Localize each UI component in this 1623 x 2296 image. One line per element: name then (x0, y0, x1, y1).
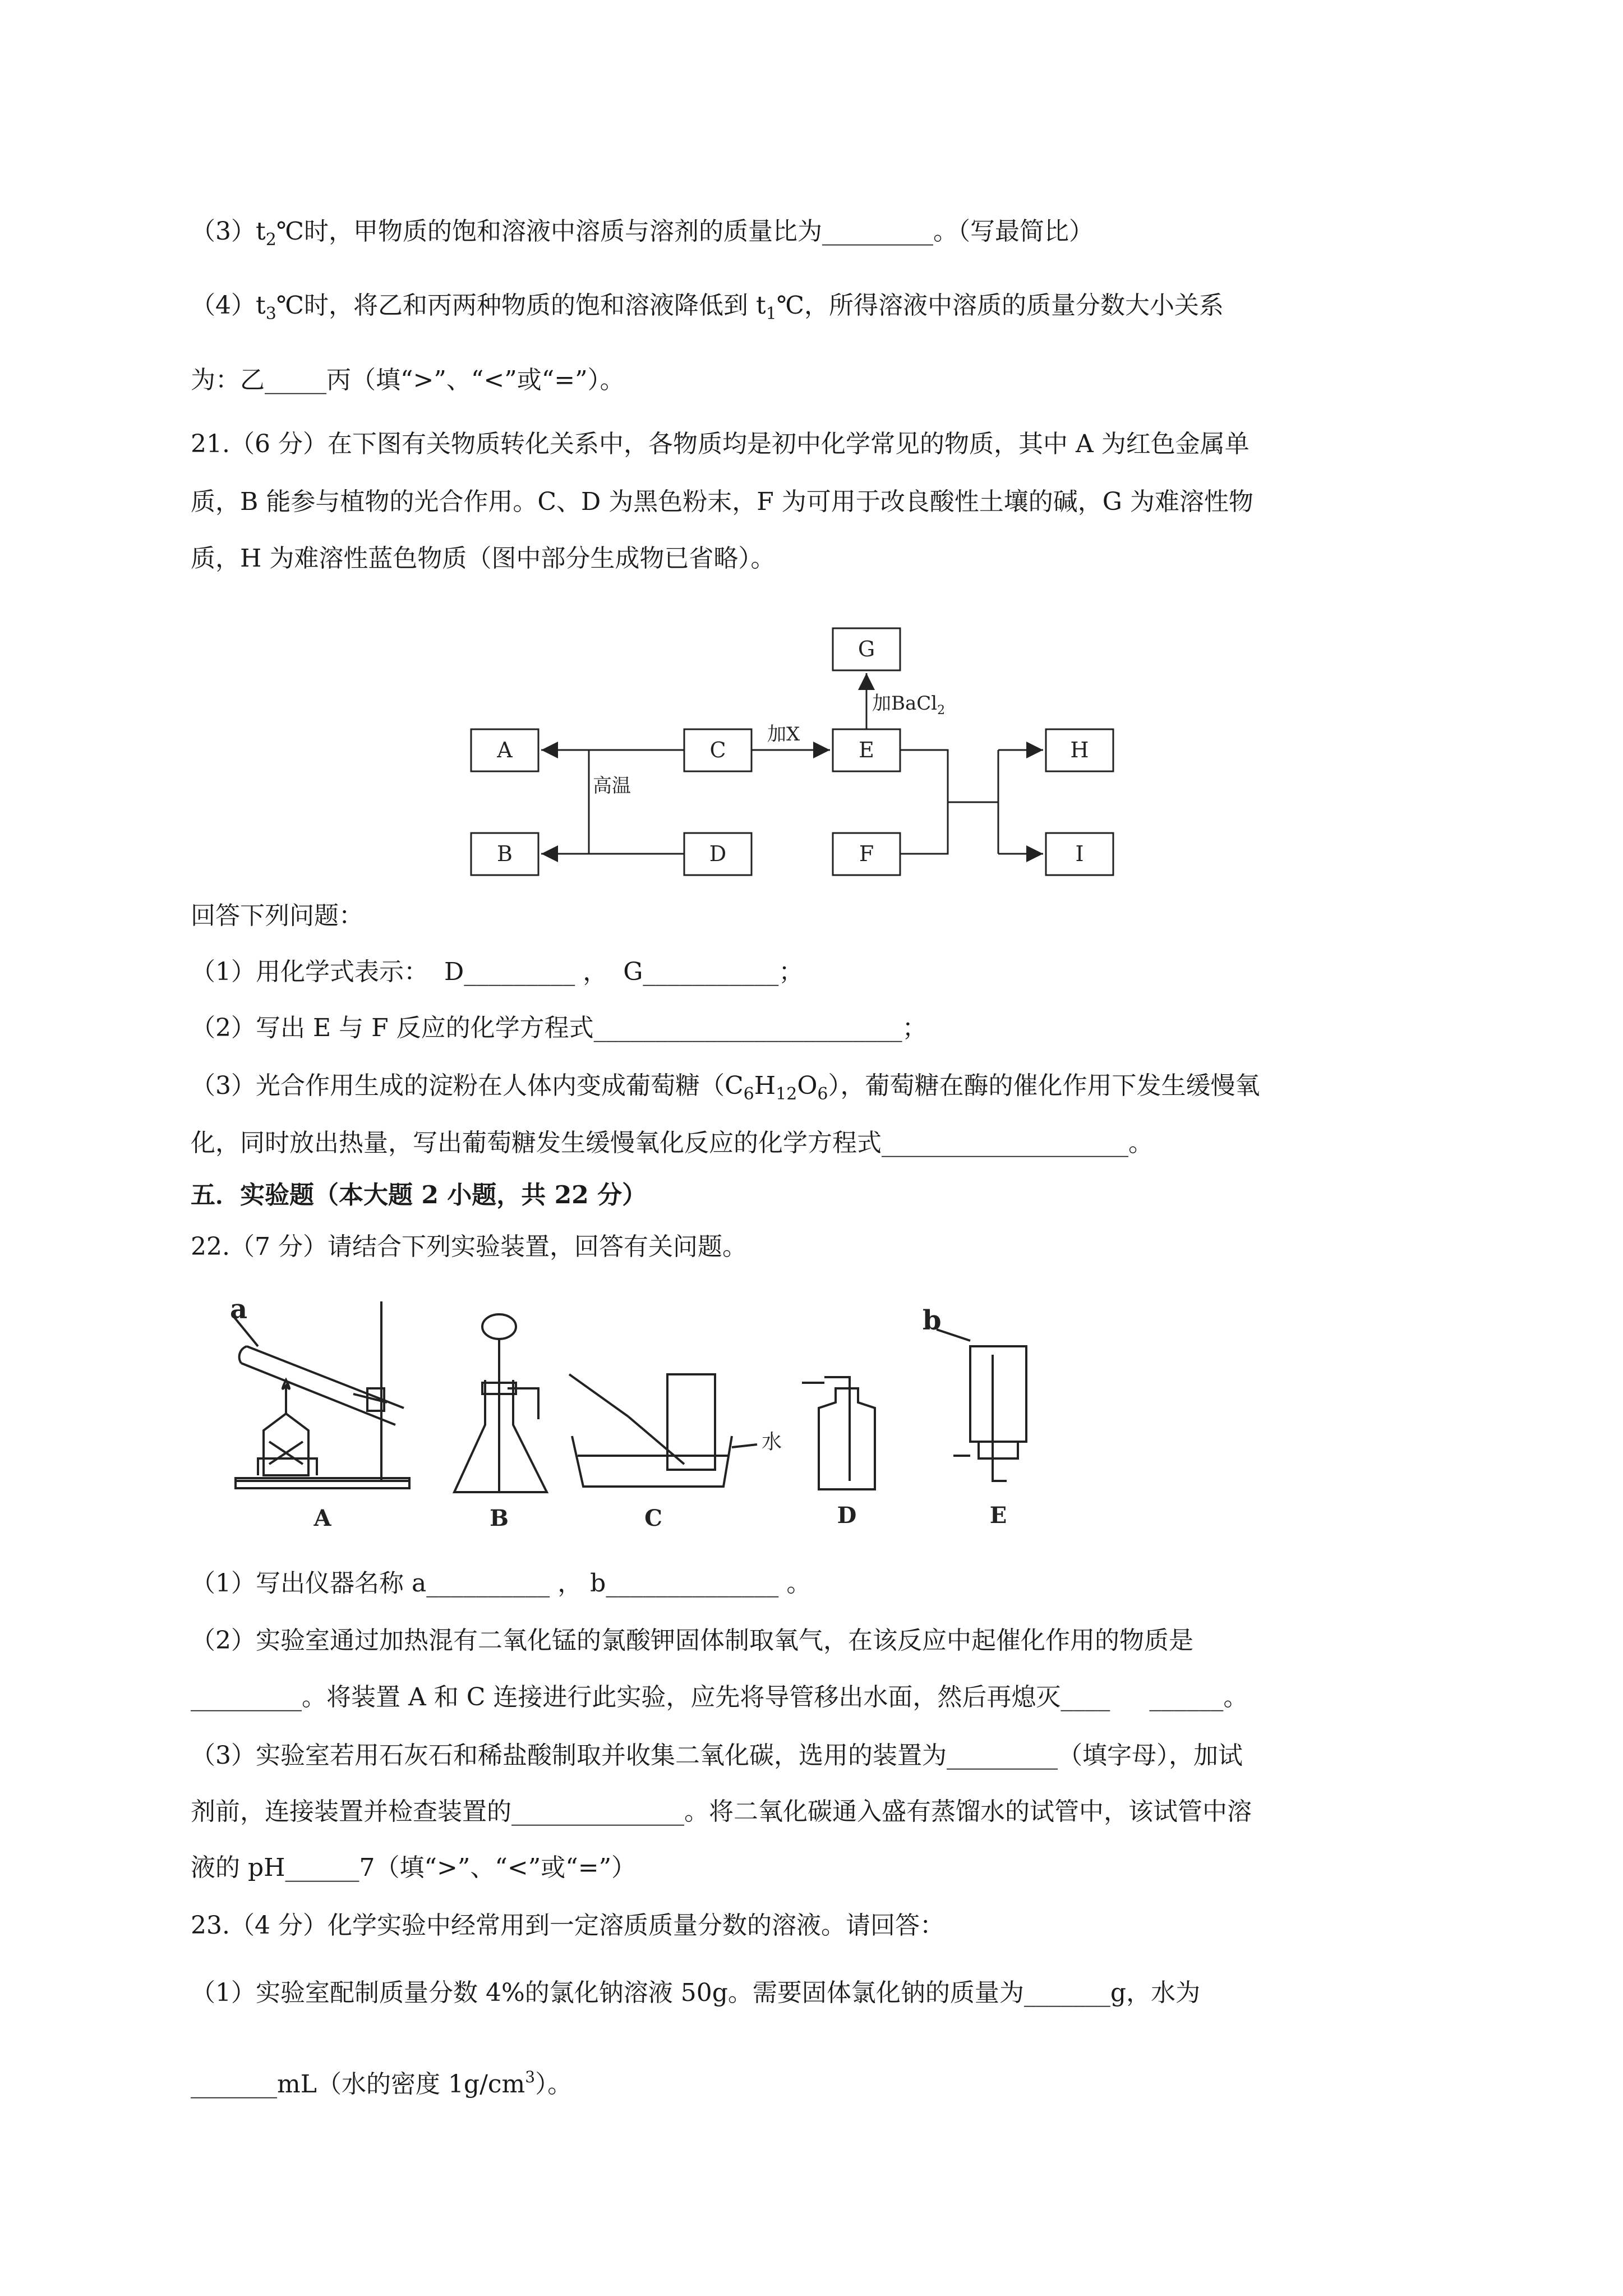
label-H: H (1070, 738, 1089, 762)
label-jiaBaCl2: 加BaCl$_2$ (872, 692, 946, 717)
lab-apparatus-figure (224, 1296, 1099, 1537)
apparatus-label-D: D (837, 1502, 857, 1529)
label-I: I (1075, 841, 1084, 866)
q21-answer-prompt: 回答下列问题： (191, 901, 363, 930)
label-C: C (709, 738, 726, 762)
q22-part2-line1: （2）实验室通过加热混有二氧化锰的氯酸钾固体制取氧气，在该反应中起催化作用的物质是 (191, 1626, 1193, 1655)
q21-part3-line2: 化，同时放出热量，写出葡萄糖发生缓慢氧化反应的化学方程式____________________。 (191, 1129, 1153, 1157)
q22-part2-line2: _________。将装置 A 和 C 连接进行此实验，应先将导管移出水面，然后再熄灭____ ______。 (191, 1683, 1248, 1711)
q22-part1: （1）写出仪器名称 a__________ ， b______________ 。 (191, 1569, 811, 1598)
apparatus-A (233, 1301, 409, 1488)
q23-part1-line1: （1）实验室配制质量分数 4%的氯化钠溶液 50g。需要固体氯化钠的质量为_______g，水为 (191, 1978, 1201, 2007)
apparatus-label-C: C (644, 1505, 662, 1531)
q21-stem-line1: 21.（6 分）在下图有关物质转化关系中，各物质均是初中化学常见的物质，其中 A 为红色金属单 (191, 430, 1249, 458)
q22-part3-line2: 剂前，连接装置并检查装置的______________。将二氧化碳通入盛有蒸馏水的试管中，该试管中溶 (191, 1797, 1252, 1826)
q23-stem: 23.（4 分）化学实验中经常用到一定溶质质量分数的溶液。请回答： (191, 1911, 944, 1940)
label-E: E (859, 738, 874, 762)
label-G: G (857, 637, 875, 661)
label-F: F (859, 841, 874, 866)
label-D: D (709, 841, 727, 866)
apparatus-C (569, 1374, 757, 1487)
q20-part4-line2: 为：乙_____丙（填“>”、“<”或“=”）。 (191, 366, 625, 394)
q22-stem: 22.（7 分）请结合下列实验装置，回答有关问题。 (191, 1232, 747, 1261)
q21-part3-line1: （3）光合作用生成的淀粉在人体内变成葡萄糖$(C_6H_{12}O_6)$，葡萄糖在酶的催化作用下发生缓慢氧 (191, 1071, 1260, 1104)
apparatus-label-B: B (490, 1505, 509, 1531)
q21-part2: （2）写出 E 与 F 反应的化学方程式_________________________； (191, 1014, 927, 1042)
label-gaowen: 高温 (593, 775, 631, 797)
q22-part3-line1: （3）实验室若用石灰石和稀盐酸制取并收集二氧化碳，选用的装置为_________（填字母），加试 (191, 1741, 1243, 1770)
connector-E-F (900, 750, 948, 854)
label-B: B (497, 841, 513, 866)
apparatus-B (454, 1314, 547, 1492)
apparatus-D (802, 1377, 875, 1489)
q22-part3-line3: 液的 pH______7（填“>”、“<”或“=”） (191, 1853, 637, 1882)
apparatus-label-A: A (313, 1505, 331, 1531)
q21-stem-line2: 质，B 能参与植物的光合作用。C、D 为黑色粉末，F 为可用于改良酸性土壤的碱，G 为难溶性物 (191, 487, 1253, 516)
reaction-flow-diagram (460, 623, 1133, 886)
label-jiaX: 加X (767, 723, 800, 746)
label-A: A (497, 738, 513, 762)
section-5-heading: 五．实验题（本大题 2 小题，共 22 分） (191, 1181, 647, 1209)
connector-C-D (589, 750, 684, 854)
q23-part1-line2: _______mL（水的密度 $1g/cm^3$）。 (191, 2068, 573, 2099)
apparatus-label-E: E (989, 1502, 1007, 1529)
q20-part3: $(3)t_2℃$时，甲物质的饱和溶液中溶质与溶剂的质量比为_________。（写最简比） (191, 217, 1094, 250)
instrument-label-b: b (923, 1305, 942, 1336)
q20-part4-line1: $(4)t_3℃$时，将乙和丙两种物质的饱和溶液降低到 $t_1℃$，所得溶液中溶质的质量分数大小关系 (191, 291, 1224, 324)
instrument-label-a: a (230, 1296, 248, 1325)
apparatus-E (937, 1329, 1026, 1481)
water-label: 水 (762, 1430, 782, 1453)
q21-stem-line3: 质，H 为难溶性蓝色物质（图中部分生成物已省略）。 (191, 544, 776, 573)
q21-part1: （1）用化学式表示： D_________ ， G___________； (191, 958, 804, 986)
